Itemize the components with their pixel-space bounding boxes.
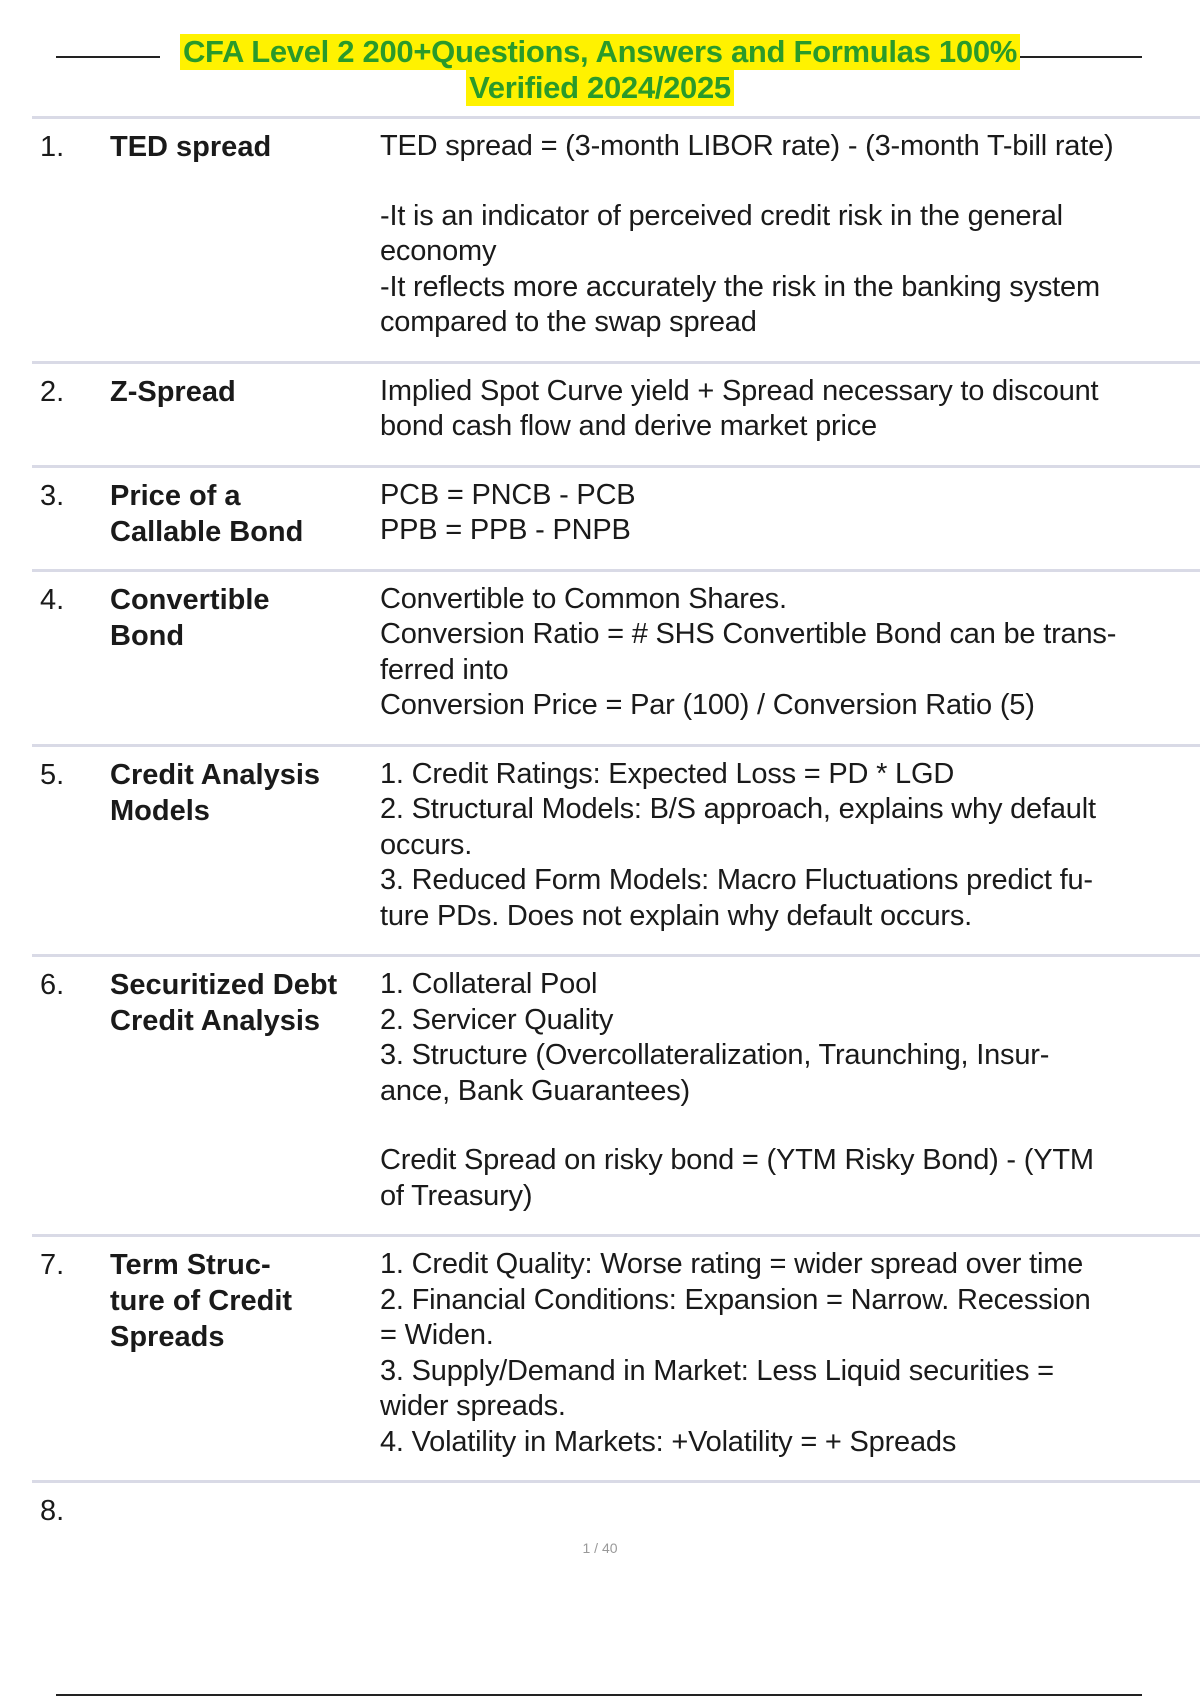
definition-line: of Treasury) <box>380 1179 533 1212</box>
definition-line: 2. Financial Conditions: Expansion = Narrow. Recession <box>380 1283 1091 1316</box>
row-definition <box>380 129 1200 341</box>
row-definition <box>380 1247 1200 1460</box>
definition-line: occurs. <box>380 828 473 861</box>
definition-line: bond cash flow and derive market price <box>380 410 877 442</box>
definition-line: wider spreads. <box>380 1390 566 1422</box>
row-number: 4. <box>40 583 65 616</box>
row-definition <box>380 967 1200 1214</box>
definition-line: PCB = PNCB - PCB <box>380 478 636 511</box>
definition-line: -It is an indicator of perceived credit risk in the general <box>380 199 1063 232</box>
definition-line: = Widen. <box>380 1319 494 1351</box>
table-row <box>32 364 1200 468</box>
definition-gap <box>380 1109 1200 1143</box>
row-term <box>110 1247 370 1355</box>
table-row-partial <box>32 1483 1200 1543</box>
definition-line: compared to the swap spread <box>380 306 757 338</box>
row-number: 8. <box>40 1495 65 1527</box>
definition-line: TED spread = (3-month LIBOR rate) - (3-month T-bill rate) <box>380 130 1114 162</box>
definition-line: PPB = PPB - PNPB <box>380 514 631 546</box>
row-number: 1. <box>40 131 65 163</box>
term-line: Z-Spread <box>110 375 236 408</box>
table-row <box>32 572 1200 747</box>
row-term <box>110 129 370 165</box>
definition-line: ferred into <box>380 653 509 686</box>
row-term <box>110 374 370 410</box>
table-row <box>32 468 1200 572</box>
definition-line: 3. Structure (Overcollateralization, Traunching, Insur- <box>380 1039 1050 1071</box>
bottom-rule <box>56 1694 1142 1696</box>
document-title <box>0 34 1200 106</box>
definition-line: ance, Bank Guarantees) <box>380 1074 690 1107</box>
row-definition <box>380 374 1200 445</box>
term-line: Credit Analysis <box>110 758 321 791</box>
definition-line: Conversion Ratio = # SHS Convertible Bond can be trans- <box>380 618 1117 650</box>
page-indicator: 1 / 40 <box>582 1540 618 1556</box>
term-line: TED spread <box>110 131 272 163</box>
term-line: Convertible <box>110 583 270 616</box>
row-definition <box>380 478 1200 549</box>
flashcard-table <box>32 116 1200 1543</box>
definition-line: ture PDs. Does not explain why default occurs. <box>380 899 973 932</box>
term-line: Callable Bond <box>110 515 304 548</box>
table-row <box>32 119 1200 364</box>
definition-line: 2. Structural Models: B/S approach, explains why default <box>380 793 1096 825</box>
definition-line: 1. Credit Quality: Worse rating = wider spread over time <box>380 1248 1084 1280</box>
row-term <box>110 582 370 654</box>
definition-line: Implied Spot Curve yield + Spread necessary to discount <box>380 374 1099 407</box>
row-number: 2. <box>40 375 65 408</box>
definition-line: 3. Reduced Form Models: Macro Fluctuations predict fu- <box>380 864 1093 896</box>
title-line-2: Verified 2024/2025 <box>466 70 734 106</box>
definition-line: 1. Collateral Pool <box>380 968 598 1000</box>
definition-gap <box>380 165 1200 199</box>
row-term <box>110 967 370 1039</box>
definition-line: Convertible to Common Shares. <box>380 582 787 615</box>
row-number: 5. <box>40 758 65 791</box>
row-term <box>110 478 370 550</box>
definition-line: economy <box>380 235 497 267</box>
term-line: Bond <box>110 619 185 652</box>
definition-line: -It reflects more accurately the risk in the banking system <box>380 270 1100 303</box>
row-definition <box>380 757 1200 935</box>
term-line: Models <box>110 794 210 827</box>
definition-line: Credit Spread on risky bond = (YTM Risky Bond) - (YTM <box>380 1144 1094 1176</box>
title-line-1: CFA Level 2 200+Questions, Answers and Formulas 100% <box>180 34 1020 70</box>
row-definition <box>380 582 1200 724</box>
table-row <box>32 747 1200 958</box>
term-line: Credit Analysis <box>110 1005 321 1037</box>
row-number: 6. <box>40 969 65 1001</box>
term-line: Term Struc- <box>110 1249 271 1281</box>
term-line: Price of a <box>110 479 241 512</box>
row-number: 3. <box>40 479 65 512</box>
definition-line: 1. Credit Ratings: Expected Loss = PD * LGD <box>380 757 955 790</box>
term-line: ture of Credit <box>110 1285 293 1317</box>
row-number: 7. <box>40 1249 65 1281</box>
row-term <box>110 757 370 829</box>
table-row <box>32 1237 1200 1483</box>
definition-line: 2. Servicer Quality <box>380 1003 614 1036</box>
table-row <box>32 957 1200 1237</box>
definition-line: Conversion Price = Par (100) / Conversion Ratio (5) <box>380 689 1035 721</box>
definition-line: 4. Volatility in Markets: +Volatility = + Spreads <box>380 1425 957 1458</box>
term-line: Spreads <box>110 1321 225 1353</box>
term-line: Securitized Debt <box>110 969 338 1001</box>
definition-line: 3. Supply/Demand in Market: Less Liquid securities = <box>380 1354 1054 1387</box>
